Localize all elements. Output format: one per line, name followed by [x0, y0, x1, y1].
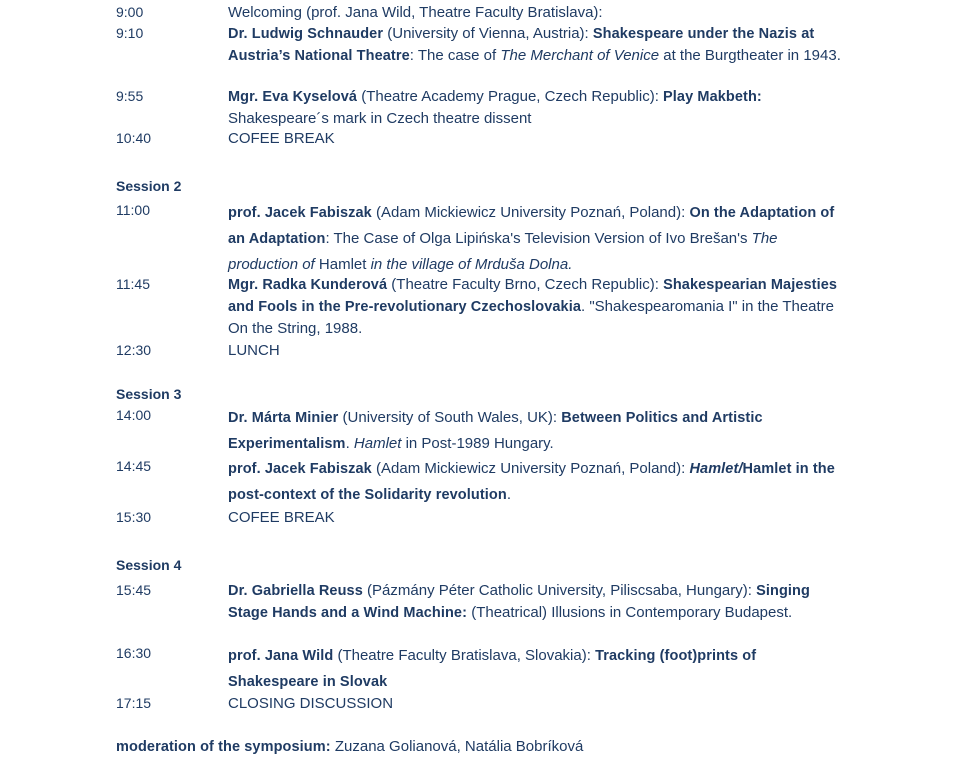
entry-text: prof. Jacek Fabiszak (Adam Mickiewicz University Poznań, Poland): Hamlet/Hamlet in the post-context of the Solidarity revolution. — [228, 460, 835, 503]
time-label: 17:15 — [116, 695, 152, 711]
moderation-line — [116, 737, 583, 757]
speaker-name: Dr. Gabriella Reuss — [228, 583, 363, 599]
entry-text: prof. Jacek Fabiszak (Adam Mickiewicz University Poznań, Poland): On the Adaptation of an Adaptation: The Case of Olga Lipińska's Television Version of Ivo Brešan's The production of Hamlet in the village of Mrduša Dolna. — [228, 204, 835, 273]
talk-title: Singing Stage Hands and a Wind Machine: — [228, 583, 810, 621]
session-label: Session 4 — [116, 557, 182, 573]
speaker-name: prof. Jacek Fabiszak — [228, 205, 372, 221]
speaker-name: Dr. Ludwig Schnauder — [228, 26, 384, 42]
speaker-name: Dr. Márta Minier — [228, 410, 339, 426]
entry-text: Mgr. Radka Kunderová (Theatre Faculty Brno, Czech Republic): Shakespearian Majesties and Fools in the Pre-revolutionary Czechoslovakia. "Shakespearomania I" in the Theatre On the String, 1988. — [228, 276, 838, 337]
entry-text: LUNCH — [228, 342, 280, 359]
institution: (University of Vienna, Austria): — [383, 25, 593, 42]
entry-text: COFEE BREAK — [228, 509, 335, 526]
institution: (Theatre Faculty Bratislava, Slovakia): — [333, 647, 596, 664]
entry-text: Dr. Gabriella Reuss (Pázmány Péter Catholic University, Piliscsaba, Hungary): Singing Stage Hands and a Wind Machine: (Theatrical) Illusions in Contemporary Budapest. — [228, 582, 810, 621]
speaker-name: prof. Jacek Fabiszak — [228, 461, 372, 477]
institution: (University of South Wales, UK): — [338, 409, 562, 426]
session-label: Session 2 — [116, 178, 182, 194]
talk-title: Shakespearian Majesties and Fools in the Pre-revolutionary Czechoslovakia — [228, 277, 838, 315]
entry-text: CLOSING DISCUSSION — [228, 695, 394, 712]
session-label: Session 3 — [116, 386, 182, 402]
institution: (Adam Mickiewicz University Poznań, Poland): — [371, 204, 690, 221]
entry-text: Dr. Márta Minier (University of South Wales, UK): Between Politics and Artistic Experimentalism. Hamlet in Post-1989 Hungary. — [228, 409, 763, 452]
time-label: 15:45 — [116, 582, 152, 598]
talk-title: Shakespeare under the Nazis at Austria’s National Theatre — [228, 26, 815, 64]
institution: (Theatre Faculty Brno, Czech Republic): — [387, 276, 664, 293]
institution: (Pázmány Péter Catholic University, Piliscsaba, Hungary): — [362, 582, 757, 599]
speaker-name: Mgr. Radka Kunderová — [228, 277, 388, 293]
moderation-label: moderation of the symposium: — [116, 739, 331, 755]
entry-text: Mgr. Eva Kyselová (Theatre Academy Prague, Czech Republic): Play Makbeth: Shakespeare´s mark in Czech theatre dissent — [228, 88, 762, 127]
talk-title: Play Makbeth: — [663, 89, 762, 105]
speaker-name: Mgr. Eva Kyselová — [228, 89, 358, 105]
time-label: 9:10 — [116, 25, 144, 41]
time-label: 15:30 — [116, 509, 152, 525]
entry-text: Welcoming (prof. Jana Wild, Theatre Faculty Bratislava): — [228, 4, 603, 21]
institution: (Adam Mickiewicz University Poznań, Poland): — [371, 460, 690, 477]
talk-title: Between Politics and Artistic Experimentalism — [228, 410, 763, 452]
time-label: 14:45 — [116, 458, 152, 474]
entry-text: COFEE BREAK — [228, 130, 335, 147]
time-label: 9:00 — [116, 4, 144, 20]
talk-title: On the Adaptation of an Adaptation — [228, 205, 835, 247]
talk-title: Hamlet in the post-context of the Solidarity revolution — [228, 461, 835, 503]
talk-title: Tracking (foot)prints of Shakespeare in Slovak — [228, 648, 757, 690]
moderator-names: Zuzana Golianová, Natália Bobríková — [330, 738, 584, 755]
time-label: 10:40 — [116, 130, 152, 146]
time-label: 16:30 — [116, 645, 152, 661]
speaker-name: prof. Jana Wild — [228, 648, 334, 664]
time-label: 9:55 — [116, 88, 144, 104]
entry-text: Dr. Ludwig Schnauder (University of Vienna, Austria): Shakespeare under the Nazis at Austria’s National Theatre: The case of The Merchant of Venice at the Burgtheater in 1943. — [228, 25, 841, 64]
institution: (Theatre Academy Prague, Czech Republic): — [357, 88, 664, 105]
time-label: 11:00 — [116, 202, 150, 218]
time-label: 12:30 — [116, 342, 152, 358]
time-label: 11:45 — [116, 276, 150, 292]
time-label: 14:00 — [116, 407, 152, 423]
entry-text — [228, 643, 848, 695]
